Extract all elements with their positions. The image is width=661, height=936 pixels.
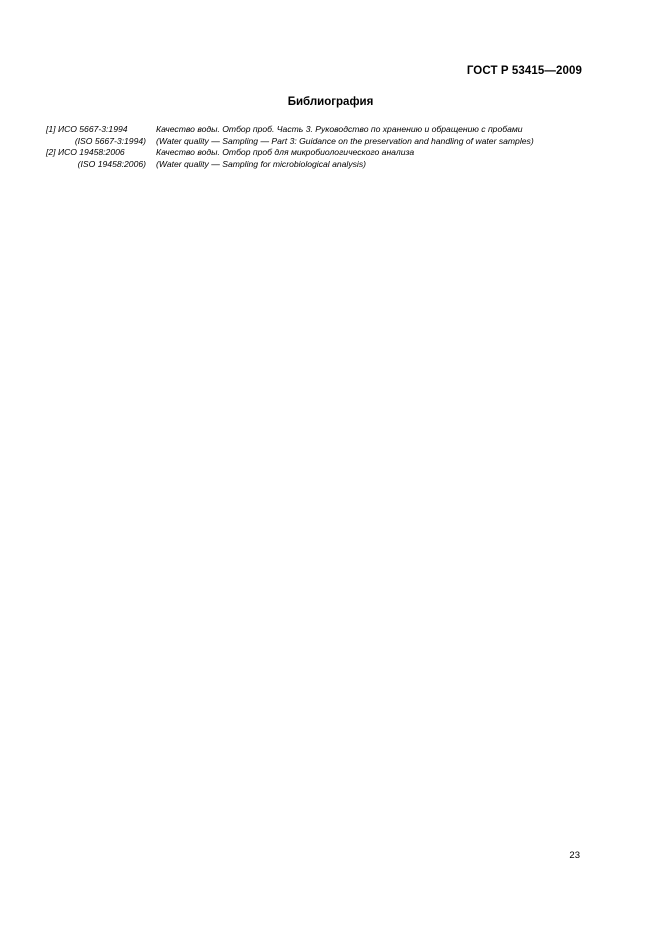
page-number: 23 <box>569 850 580 861</box>
entry-original-reference: (ISO 5667-3:1994) <box>74 135 146 146</box>
bibliography-entry-1 <box>46 124 582 136</box>
entry-original-reference: (ISO 19458:2006) <box>77 158 146 169</box>
entry-title: Качество воды. Отбор проб для микробиологического анализа <box>156 147 415 158</box>
bibliography-entry-2 <box>46 147 582 159</box>
bibliography-entry-1-original <box>46 136 582 148</box>
entry-original-title: (Water quality — Sampling — Part 3: Guidance on the preservation and handling of water samples) <box>156 135 534 146</box>
bibliography-title: Библиография <box>287 96 374 108</box>
document-code-header: ГОСТ Р 53415—2009 <box>466 65 582 77</box>
bibliography-entry-2-original <box>46 159 582 171</box>
entry-reference: [1] ИСО 5667-3:1994 <box>46 124 128 134</box>
bibliography-list <box>46 124 582 170</box>
entry-title: Качество воды. Отбор проб. Часть 3. Руководство по хранению и обращению с пробами <box>156 124 523 134</box>
entry-original-title: (Water quality — Sampling for microbiological analysis) <box>156 158 366 169</box>
entry-reference: [2] ИСО 19458:2006 <box>46 147 125 158</box>
